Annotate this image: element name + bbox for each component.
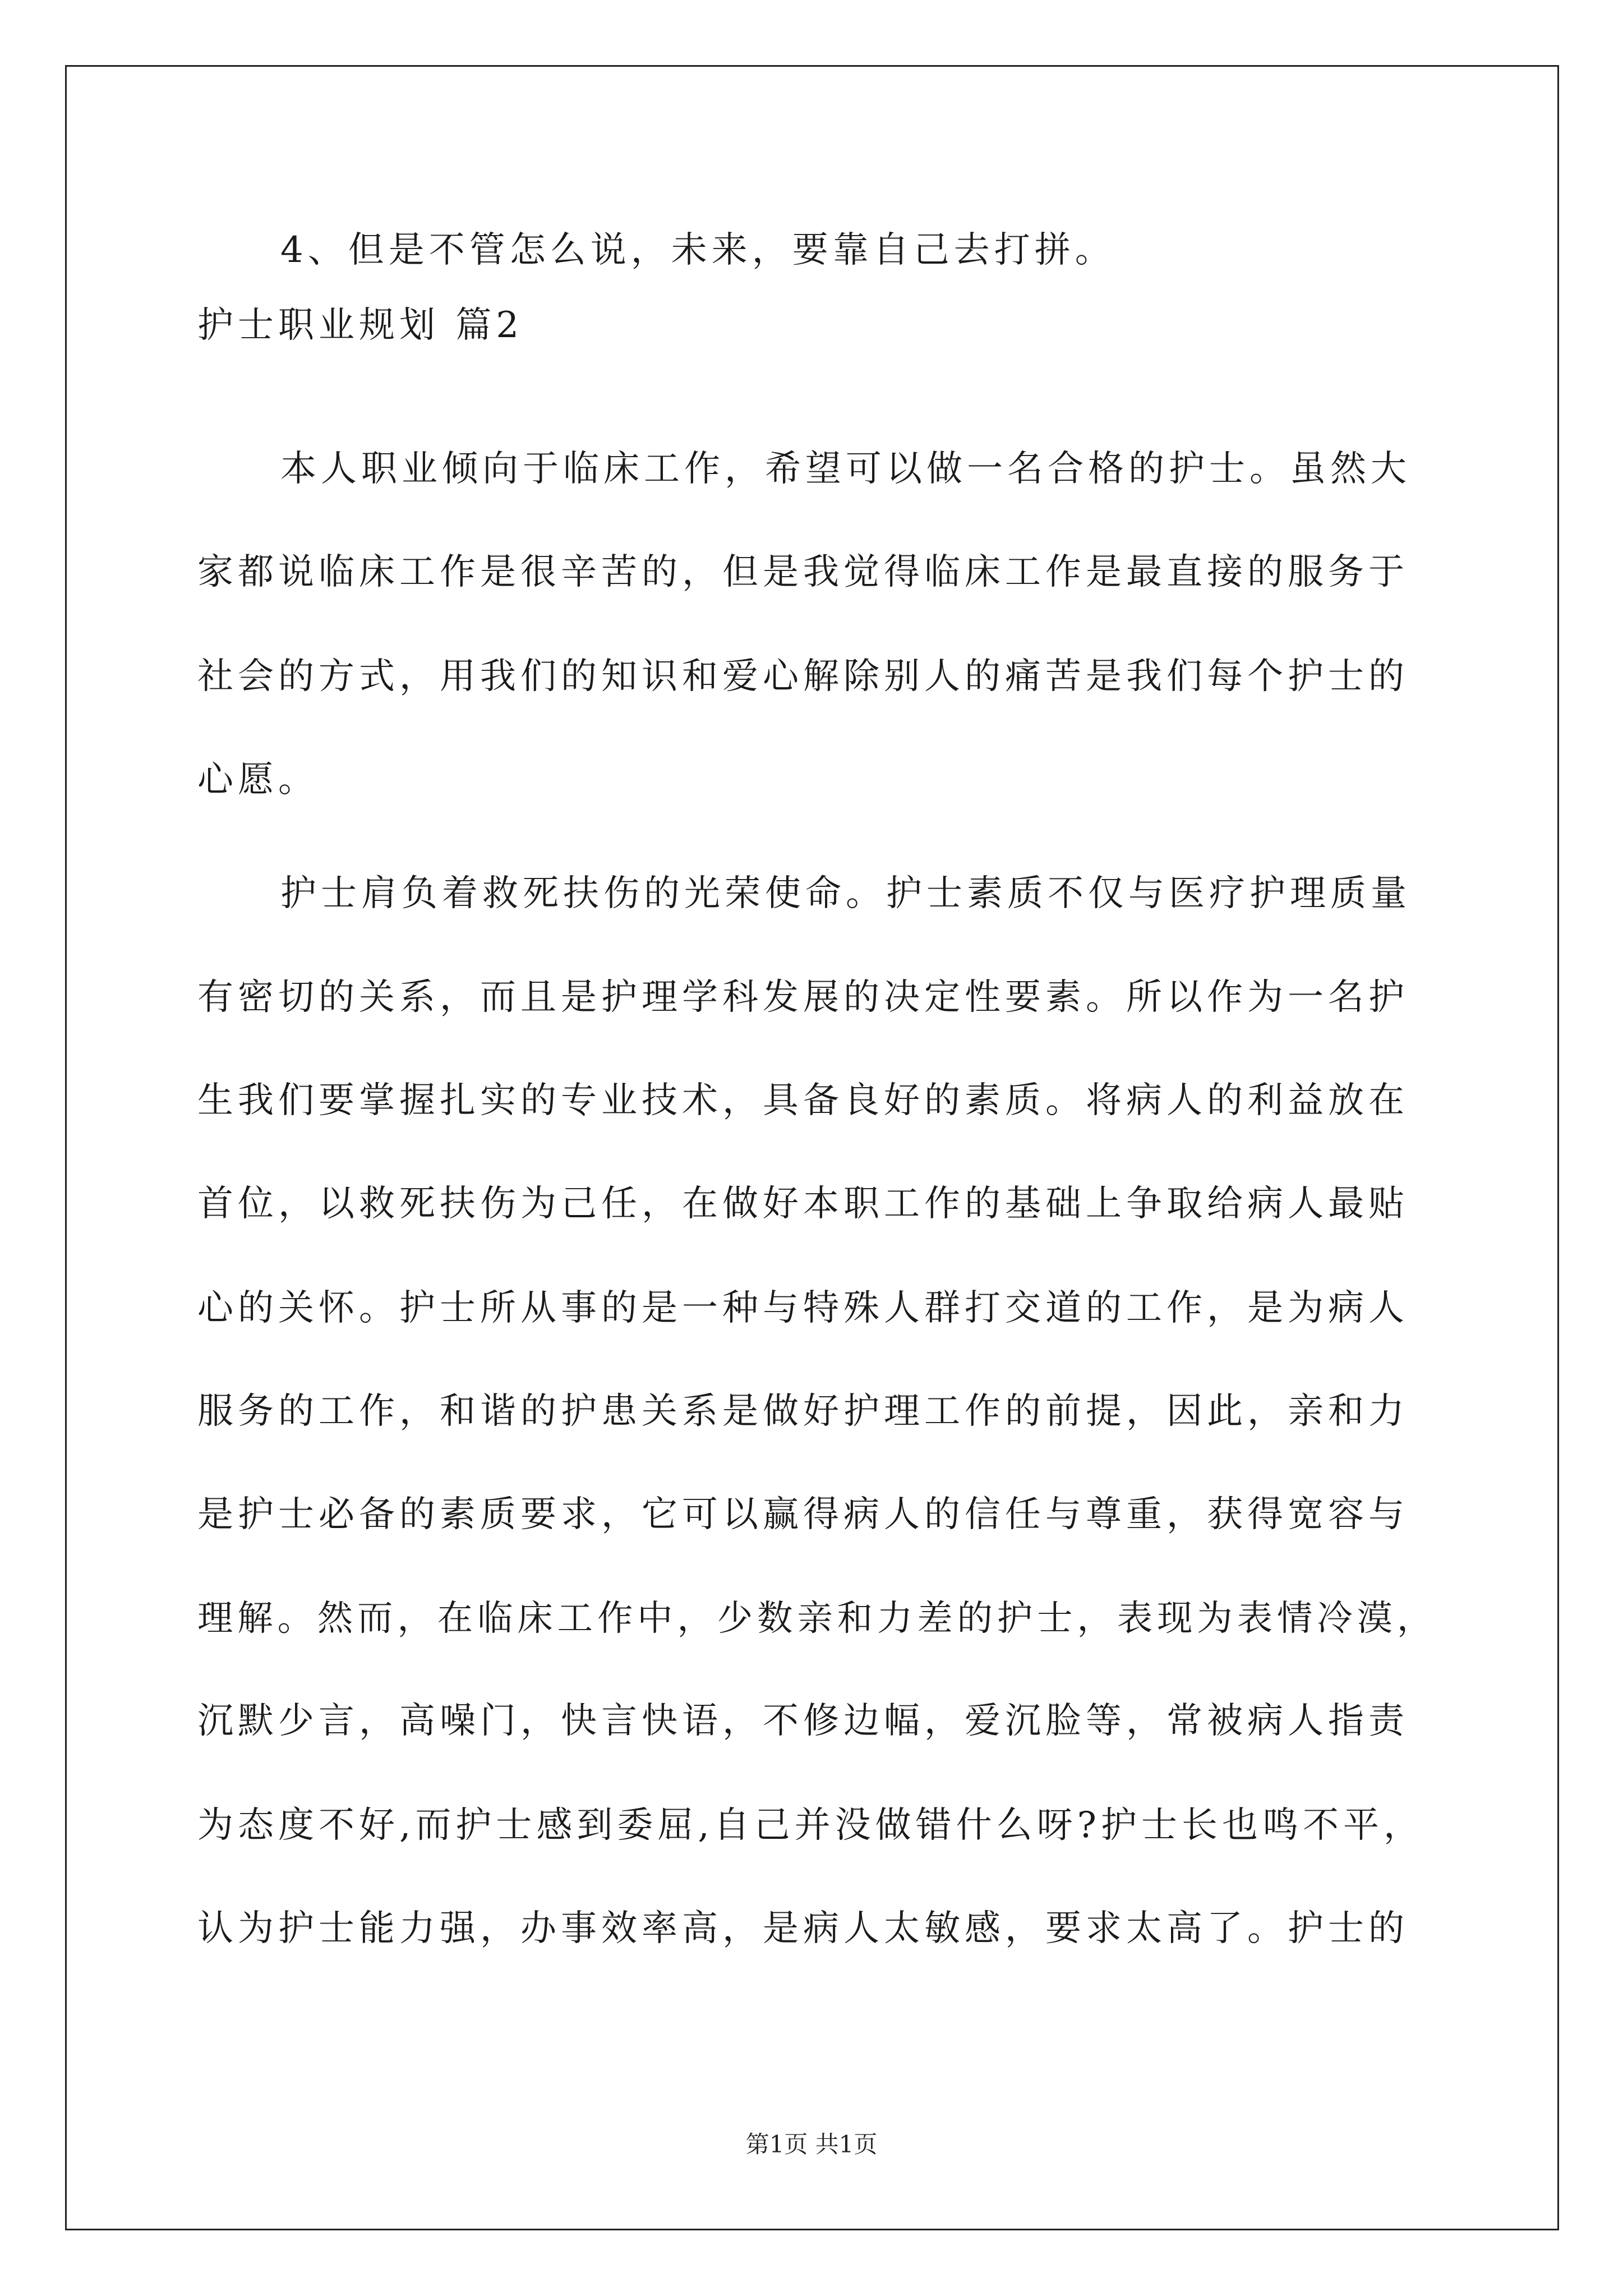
- paragraph-line-4: 家都说临床工作是很辛苦的，但是我觉得临床工作是最直接的服务于: [197, 551, 1409, 593]
- paragraph-line-15: 沉默少言，高噪门，快言快语，不修边幅，爱沉脸等，常被病人指责: [197, 1700, 1409, 1742]
- section-heading: 护士职业规划 篇2: [197, 305, 524, 346]
- page-footer: 第1页 共1页: [745, 2131, 878, 2158]
- paragraph-line-12: 服务的工作，和谐的护患关系是做好护理工作的前提，因此，亲和力: [197, 1391, 1409, 1432]
- paragraph-line-7: 护士肩负着救死扶伤的光荣使命。护士素质不仅与医疗护理质量: [280, 873, 1411, 914]
- paragraph-line-3: 本人职业倾向于临床工作，希望可以做一名合格的护士。虽然大: [280, 448, 1411, 490]
- paragraph-line-10: 首位，以救死扶伤为己任，在做好本职工作的基础上争取给病人最贴: [197, 1183, 1409, 1225]
- paragraph-line-5: 社会的方式，用我们的知识和爱心解除别人的痛苦是我们每个护士的: [197, 656, 1409, 697]
- paragraph-line-11: 心的关怀。护士所从事的是一种与特殊人群打交道的工作，是为病人: [197, 1287, 1409, 1329]
- paragraph-line-16: 为态度不好,而护士感到委屈,自己并没做错什么呀?护士长也鸣不平，: [197, 1805, 1424, 1846]
- paragraph-line-9: 生我们要掌握扎实的专业技术，具备良好的素质。将病人的利益放在: [197, 1080, 1409, 1121]
- paragraph-line-1: 4、但是不管怎么说，未来，要靠自己去打拼。: [280, 229, 1115, 271]
- paragraph-line-14: 理解。然而，在临床工作中，少数亲和力差的护士，表现为表情冷漠，: [197, 1597, 1437, 1639]
- paragraph-line-17: 认为护士能力强，办事效率高，是病人太敏感，要求太高了。护士的: [197, 1908, 1409, 1949]
- paragraph-line-8: 有密切的关系，而且是护理学科发展的决定性要素。所以作为一名护: [197, 977, 1409, 1018]
- paragraph-line-13: 是护士必备的素质要求，它可以赢得病人的信任与尊重，获得宽容与: [197, 1494, 1409, 1535]
- paragraph-line-6: 心愿。: [197, 759, 319, 800]
